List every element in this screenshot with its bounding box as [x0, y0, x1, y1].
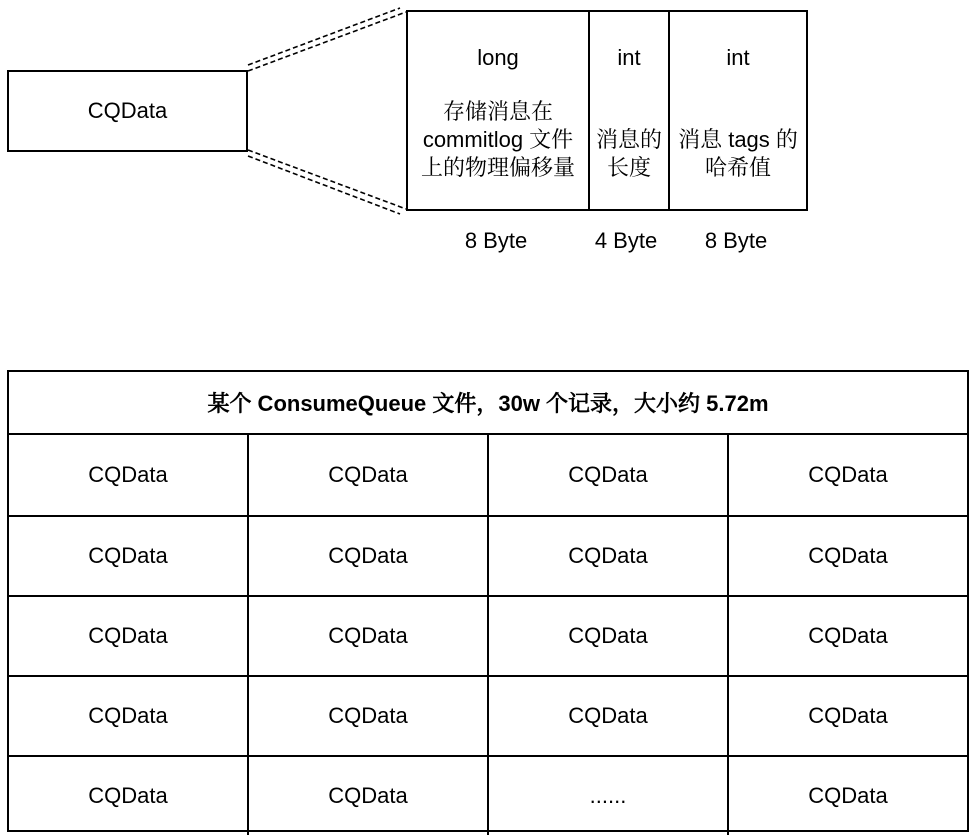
- table-cell: CQData: [727, 517, 967, 595]
- field-tags-hash-type: int: [726, 45, 750, 70]
- field-length-type: int: [617, 45, 641, 70]
- field-length-desc-line: 消息的: [595, 127, 662, 152]
- field-offset-type: long: [477, 45, 519, 70]
- table-cell: CQData: [247, 677, 487, 755]
- table-cell: CQData: [247, 597, 487, 675]
- field-tags-hash-size: 8 Byte: [704, 228, 768, 253]
- table-cell: CQData: [88, 623, 168, 648]
- field-tags-hash: [668, 12, 806, 209]
- field-length: [588, 12, 668, 209]
- table-row: [9, 675, 967, 755]
- table-cell: CQData: [727, 677, 967, 755]
- table-cell: CQData: [727, 597, 967, 675]
- field-offset-desc-line: 存储消息在: [442, 99, 553, 124]
- field-length-desc-line: 长度: [606, 155, 651, 180]
- table-row: [9, 435, 967, 515]
- table-row: [9, 515, 967, 595]
- cqdata-box-label: CQData: [87, 98, 168, 123]
- table-cell: ......: [487, 757, 727, 835]
- field-tags-hash-desc-line: 消息 tags 的: [678, 127, 798, 152]
- field-tags-hash-desc-line: 哈希值: [704, 155, 771, 180]
- table-cell: CQData: [88, 703, 168, 728]
- table-row: [9, 755, 967, 835]
- table-cell: CQData: [88, 462, 168, 487]
- table-cell: CQData: [727, 435, 967, 515]
- field-tags-hash-desc: [676, 126, 800, 182]
- field-offset-desc: [419, 98, 577, 182]
- table-cell: CQData: [487, 677, 727, 755]
- table-cell: CQData: [247, 435, 487, 515]
- field-length-desc: [594, 126, 664, 182]
- cqdata-box: [7, 70, 248, 152]
- table-cell: CQData: [727, 757, 967, 835]
- table-cell: CQData: [247, 517, 487, 595]
- field-offset-size: 8 Byte: [464, 228, 528, 253]
- table-cell: CQData: [247, 757, 487, 835]
- consumequeue-table: [7, 370, 969, 832]
- table-cell: CQData: [487, 597, 727, 675]
- table-cell: CQData: [88, 783, 168, 808]
- table-cell: CQData: [88, 543, 168, 568]
- table-cell: CQData: [487, 517, 727, 595]
- table-row: [9, 595, 967, 675]
- table-body: [9, 435, 967, 835]
- field-length-size: 4 Byte: [594, 228, 658, 253]
- table-cell: CQData: [487, 435, 727, 515]
- field-offset-desc-line: commitlog 文件: [422, 127, 574, 152]
- field-offset-desc-line: 上的物理偏移量: [420, 155, 575, 180]
- field-offset: [408, 12, 588, 209]
- table-title: 某个 ConsumeQueue 文件，30w 个记录，大小约 5.72m: [9, 372, 967, 435]
- cqdata-structure: [406, 10, 808, 211]
